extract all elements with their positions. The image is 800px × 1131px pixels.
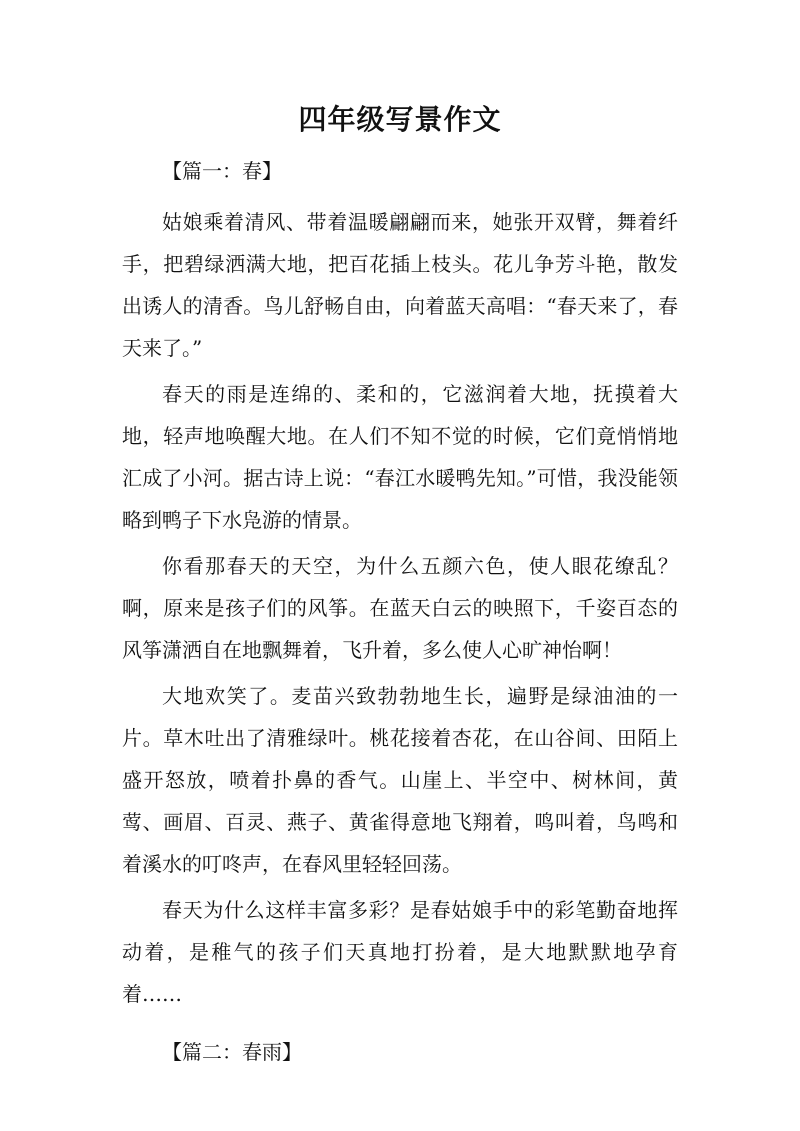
paragraph: 春天为什么这样丰富多彩？是春姑娘手中的彩笔勤奋地挥动着，是稚气的孩子们天真地打扮着，是大地默默地孕育着…… [122, 898, 678, 1006]
paragraph: 大地欢笑了。麦苗兴致勃勃地生长，遍野是绿油油的一片。草木吐出了清雅绿叶。桃花接着杏花，在山谷间、田陌上盛开怒放，喷着扑鼻的香气。山崖上、半空中、树林间，黄莺、画眉、百灵、燕子、黄雀得意地飞翔着，鸣叫着，鸟鸣和着溪水的叮咚声，在春风里轻轻回荡。 [122, 684, 678, 876]
section-spring [122, 156, 678, 1015]
paragraph: 春天的雨是连绵的、柔和的，它滋润着大地，抚摸着大地，轻声地唤醒大地。在人们不知不觉的时候，它们竟悄悄地汇成了小河。据古诗上说：“春江水暖鸭先知。”可惜，我没能领略到鸭子下水凫游的情景。 [122, 382, 678, 532]
section-heading: 【篇一：春】 [162, 159, 282, 183]
document-title: 四年级写景作文 [298, 103, 502, 136]
paragraph: 你看那春天的天空，为什么五颜六色，使人眼花缭乱？啊，原来是孩子们的风筝。在蓝天白云的映照下，千姿百态的风筝潇洒自在地飘舞着，飞升着，多么使人心旷神怡啊！ [122, 554, 678, 662]
paragraph: 姑娘乘着清风、带着温暖翩翩而来，她张开双臂，舞着纤手，把碧绿洒满大地，把百花插上枝头。花儿争芳斗艳，散发出诱人的清香。鸟儿舒畅自由，向着蓝天高唱：“春天来了，春天来了。” [122, 210, 678, 360]
section-spring-rain [122, 1037, 678, 1067]
section-heading: 【篇二：春雨】 [162, 1040, 302, 1064]
